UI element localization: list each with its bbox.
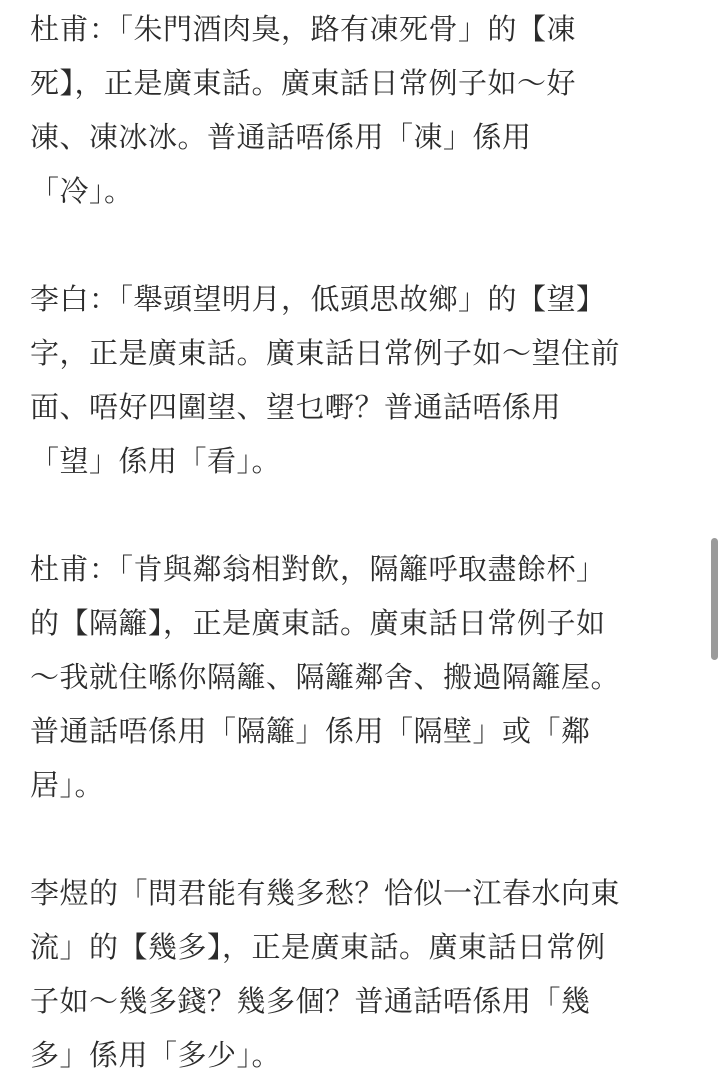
paragraph-du-fu-frozen (30, 2, 680, 218)
text-line: 「冷」。 (30, 174, 134, 208)
text-line: 的【隔籬】，正是廣東話。廣東話日常例子如 (30, 606, 606, 640)
text-line: 居」。 (30, 768, 105, 802)
text-line: 普通話唔係用「隔籬」係用「隔壁」或「鄰 (30, 714, 591, 748)
paragraph-li-yu-how-much (30, 866, 680, 1082)
text-line: ～我就住喺你隔籬、隔籬鄰舍、搬過隔籬屋。 (30, 660, 621, 694)
text-line: 李白：「舉頭望明月，低頭思故鄉」的【望】 (30, 282, 606, 316)
text-line: 死】，正是廣東話。廣東話日常例子如～好 (30, 66, 577, 100)
text-line: 面、唔好四圍望、望乜嘢？普通話唔係用 (30, 390, 562, 424)
scrollbar-thumb[interactable] (711, 538, 718, 660)
text-line: 杜甫：「朱門酒肉臭，路有凍死骨」的【凍 (30, 12, 577, 46)
text-line: 杜甫：「肯與鄰翁相對飲，隔籬呼取盡餘杯」 (30, 552, 606, 586)
text-line: 凍、凍冰冰。普通話唔係用「凍」係用 (30, 120, 532, 154)
text-line: 李煜的「問君能有幾多愁？恰似一江春水向東 (30, 876, 621, 910)
paragraph-du-fu-neighbour (30, 542, 680, 812)
text-line: 流」的【幾多】，正是廣東話。廣東話日常例 (30, 930, 606, 964)
text-line: 「望」係用「看」。 (30, 444, 282, 478)
article-body (30, 2, 680, 1082)
text-line: 多」係用「多少」。 (30, 1038, 282, 1072)
text-line: 字，正是廣東話。廣東話日常例子如～望住前 (30, 336, 621, 370)
text-line: 子如～幾多錢？幾多個？普通話唔係用「幾 (30, 984, 591, 1018)
paragraph-li-bai-look (30, 272, 680, 488)
